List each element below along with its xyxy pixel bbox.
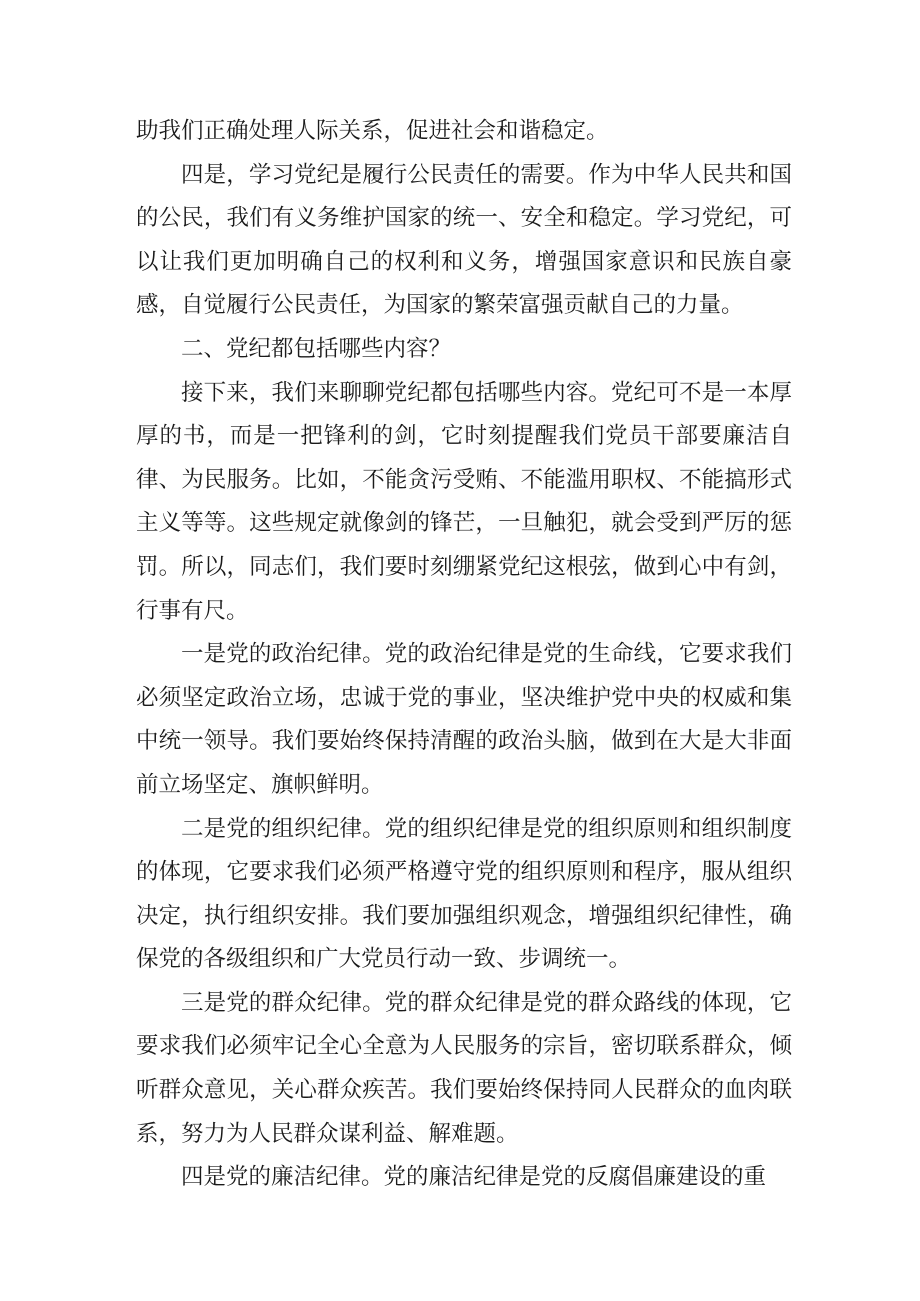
paragraph-mass-discipline: 三是党的群众纪律。党的群众纪律是党的群众路线的体现，它要求我们必须牢记全心全意为人民服务的宗旨，密切联系群众，倾听群众意见，关心群众疾苦。我们要始终保持同人民群众的血肉联系，努力为人民群众谋利益、解难题。 bbox=[136, 989, 792, 1147]
paragraph-integrity-discipline: 四是党的廉洁纪律。党的廉洁纪律是党的反腐倡廉建设的重 bbox=[181, 1164, 767, 1191]
paragraph-fourth-point-citizen-duty: 四是，学习党纪是履行公民责任的需要。作为中华人民共和国的公民，我们有义务维护国家的统一、安全和稳定。学习党纪，可以让我们更加明确自己的权利和义务，增强国家意识和民族自豪感，自觉履行公民责任，为国家的繁荣富强贡献自己的力量。 bbox=[136, 161, 792, 319]
paragraph-continuation: 助我们正确处理人际关系，促进社会和谐稳定。 bbox=[136, 118, 609, 144]
paragraph-political-discipline: 一是党的政治纪律。党的政治纪律是党的生命线，它要求我们必须坚定政治立场，忠诚于党的事业，坚决维护党中央的权威和集中统一领导。我们要始终保持清醒的政治头脑，做到在大是大非面前立场坚定、旗帜鲜明。 bbox=[136, 641, 792, 798]
paragraph-organizational-discipline: 二是党的组织纪律。党的组织纪律是党的组织原则和组织制度的体现，它要求我们必须严格遵守党的组织原则和程序，服从组织决定，执行组织安排。我们要加强组织观念，增强组织纪律性，确保党的各级组织和广大党员行动一致、步调统一。 bbox=[136, 815, 792, 973]
paragraph-discipline-intro: 接下来，我们来聊聊党纪都包括哪些内容。党纪可不是一本厚厚的书，而是一把锋利的剑，它时刻提醒我们党员干部要廉洁自律、为民服务。比如，不能贪污受贿、不能滥用职权、不能搞形式主义等等。这些规定就像剑的锋芒，一旦触犯，就会受到严厉的惩罚。所以，同志们，我们要时刻绷紧党纪这根弦，做到心中有剑，行事有尺。 bbox=[136, 379, 792, 624]
document-body bbox=[136, 110, 792, 1200]
section-heading-two: 二、党纪都包括哪些内容？ bbox=[181, 335, 452, 362]
